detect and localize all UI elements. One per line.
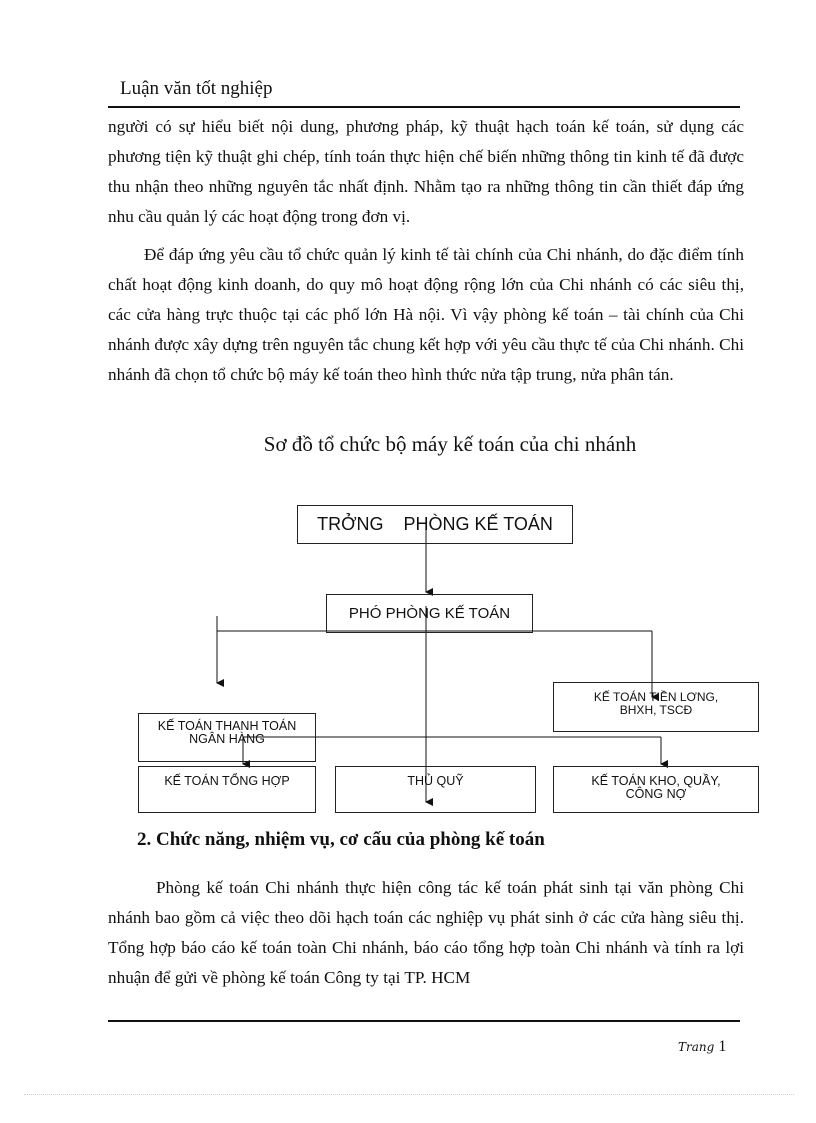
box-general-accounting — [138, 766, 316, 813]
box-deputy-accountant-label: PHÓ PHÒNG KẾ TOÁN — [348, 605, 511, 622]
box-cashier — [335, 766, 536, 813]
box-general-accounting-label: KẾ TOÁN TỔNG HỢP — [164, 774, 290, 788]
page-number — [678, 1038, 726, 1056]
page-word: Trang — [678, 1040, 715, 1054]
box-warehouse-accounting — [553, 766, 759, 813]
footer-rule — [108, 1020, 740, 1022]
page-number-value: 1 — [718, 1038, 727, 1055]
box-salary-accounting — [553, 682, 759, 732]
paragraph-department-function: Phòng kế toán Chi nhánh thực hiện công tác kế toán phát sinh tại văn phòng Chi nhánh bao gồm cả việc theo dõi hạch toán các nghiệp vụ phát sinh ở các cửa hàng siêu thị. Tổng hợp báo cáo kế toán toàn Chi nhánh, báo cáo tổng hợp toàn Chi nhánh và tính ra lợi nhuận để gửi về phòng kế toán Công ty tại TP. HCM — [108, 878, 744, 987]
header-rule — [108, 106, 740, 108]
paragraph-intro: người có sự hiểu biết nội dung, phương pháp, kỹ thuật hạch toán kế toán, sử dụng các phương tiện kỹ thuật ghi chép, tính toán thực hiện chế biến những thông tin kinh tế đã được thu nhận theo những nguyên tắc nhất định. Nhằm tạo ra những thông tin cần thiết đáp ứng nhu cầu quản lý các hoạt động trong đơn vị. — [108, 117, 744, 226]
box-deputy-accountant — [326, 594, 533, 633]
box-payment-accounting — [138, 713, 316, 762]
paragraph-organization: Để đáp ứng yêu cầu tổ chức quản lý kinh tế tài chính của Chi nhánh, do đặc điểm tính chất hoạt động kinh doanh, do quy mô hoạt động rộng lớn của Chi nhánh có các siêu thị, các cửa hàng trực thuộc tại các phố lớn Hà nội. Vì vậy phòng kế toán – tài chính của Chi nhánh được xây dựng trên nguyên tắc chung kết hợp với yêu cầu thực tế của Chi nhánh. Chi nhánh đã chọn tổ chức bộ máy kế toán theo hình thức nửa tập trung, nửa phân tán. — [108, 245, 744, 384]
page-edge-divider — [24, 1094, 794, 1095]
box-payment-accounting-line1: KẾ TOÁN THANH TOÁN — [157, 719, 297, 733]
box-warehouse-accounting-line1: KẾ TOÁN KHO, QUẦY, — [591, 774, 721, 788]
box-salary-accounting-line1: KẾ TOÁN TIỀN LƠNG, — [593, 690, 719, 704]
diagram-title: Sơ đồ tổ chức bộ máy kế toán của chi nhánh — [263, 432, 637, 456]
box-payment-accounting-line2: NGÂN HÀNG — [189, 732, 265, 746]
box-cashier-label: THỦ QUỸ — [407, 774, 464, 788]
header-title: Luận văn tốt nghiệp — [120, 78, 273, 99]
box-salary-accounting-line2: BHXH, TSCĐ — [619, 703, 693, 717]
box-warehouse-accounting-line2: CÔNG NỢ — [625, 787, 687, 801]
section-heading: 2. Chức năng, nhiệm vụ, cơ cấu của phòng kế toán — [137, 829, 545, 850]
box-chief-accountant-label: TRỞNG PHÒNG KẾ TOÁN — [317, 514, 553, 534]
box-chief-accountant — [297, 505, 573, 544]
